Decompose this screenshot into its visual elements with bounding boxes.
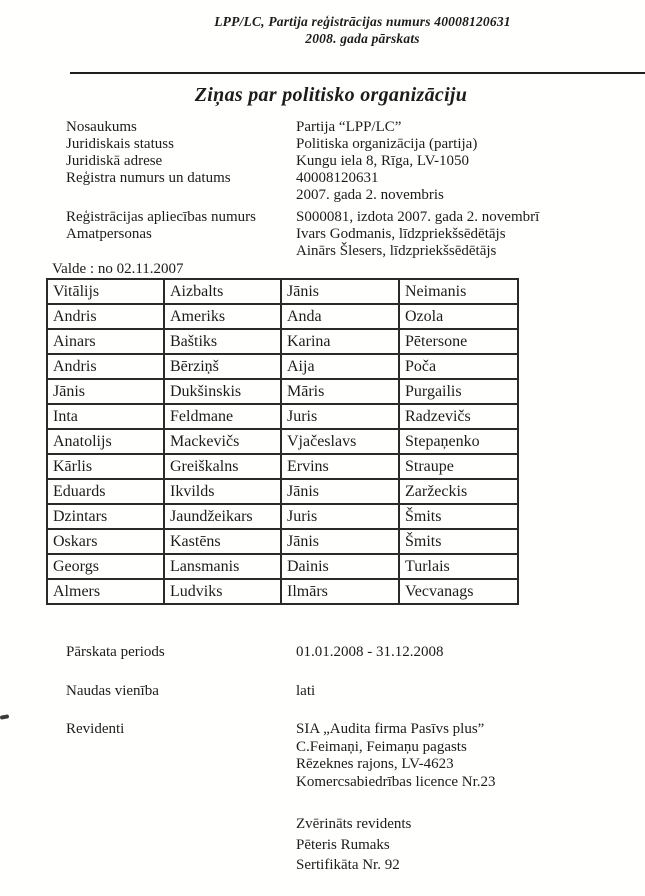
table-cell: Kastēns <box>164 529 281 554</box>
field-value-line: Politiska organizācija (partija) <box>296 136 478 152</box>
header-line-2: 2008. gada pārskats <box>305 31 420 46</box>
table-row <box>47 379 518 404</box>
table-cell: Ozola <box>399 304 518 329</box>
divider-line <box>70 72 645 74</box>
table-cell: Ervins <box>281 454 399 479</box>
field-label: Revidenti <box>66 721 125 737</box>
field-row <box>0 153 645 170</box>
table-cell: Ameriks <box>164 304 281 329</box>
field-value <box>296 119 645 136</box>
field-value-line: Rēzeknes rajons, LV-4623 <box>296 756 454 772</box>
field-value-line: Sertifikāta Nr. 92 <box>296 857 400 873</box>
field-label: Nosaukums <box>66 119 137 135</box>
table-cell: Oskars <box>47 529 164 554</box>
table-cell: Baštiks <box>164 329 281 354</box>
table-row <box>47 454 518 479</box>
field-row <box>0 683 645 701</box>
table-cell: Inta <box>47 404 164 429</box>
table-cell: Jānis <box>281 479 399 504</box>
table-cell: Ikvilds <box>164 479 281 504</box>
field-label: Amatpersonas <box>66 226 152 242</box>
field-label <box>66 814 296 876</box>
table-cell: Anda <box>281 304 399 329</box>
table-row <box>47 279 518 304</box>
field-row <box>0 170 645 204</box>
table-cell: Jānis <box>47 379 164 404</box>
table-cell: Greiškalns <box>164 454 281 479</box>
table-row <box>47 529 518 554</box>
table-row <box>47 554 518 579</box>
field-value-line: 40008120631 <box>296 170 379 186</box>
field-value-line: Pēteris Rumaks <box>296 836 390 853</box>
field-label: Pārskata periods <box>66 644 165 660</box>
table-cell: Zaržeckis <box>399 479 518 504</box>
table-cell: Karina <box>281 329 399 354</box>
table-cell: Neimanis <box>399 279 518 304</box>
footer-section <box>0 644 645 876</box>
field-label: Reģistra numurs un datums <box>66 170 231 186</box>
field-row <box>0 721 645 791</box>
table-row <box>47 354 518 379</box>
field-value-line: S000081, izdota 2007. gada 2. novembrī <box>296 209 540 225</box>
table-cell: Ludviks <box>164 579 281 604</box>
field-value <box>296 153 645 170</box>
table-cell: Kārlis <box>47 454 164 479</box>
field-value-line: Partija “LPP/LC” <box>296 119 402 135</box>
table-cell: Mackevičs <box>164 429 281 454</box>
field-row <box>0 644 645 662</box>
field-label: Reģistrācijas apliecības numurs <box>66 209 256 225</box>
field-value-line: 2007. gada 2. novembris <box>296 187 444 203</box>
field-value <box>296 721 645 791</box>
field-value-line: 01.01.2008 - 31.12.2008 <box>296 644 444 660</box>
table-row <box>47 479 518 504</box>
table-row <box>47 504 518 529</box>
table-cell: Almers <box>47 579 164 604</box>
field-row <box>0 119 645 136</box>
table-cell: Juris <box>281 404 399 429</box>
board-table <box>46 278 519 605</box>
table-cell: Pētersone <box>399 329 518 354</box>
field-value-line: SIA „Audita firma Pasīvs plus” <box>296 721 485 737</box>
table-cell: Andris <box>47 354 164 379</box>
table-cell: Andris <box>47 304 164 329</box>
table-cell: Vitālijs <box>47 279 164 304</box>
header-line-1: LPP/LC, Partija reģistrācijas numurs 40008120631 <box>214 14 511 29</box>
table-cell: Juris <box>281 504 399 529</box>
field-value-line: lati <box>296 682 316 699</box>
field-value-line: C.Feimaņi, Feimaņu pagasts <box>296 738 467 755</box>
table-cell: Dzintars <box>47 504 164 529</box>
field-row <box>0 814 645 876</box>
table-cell: Māris <box>281 379 399 404</box>
board-caption: Valde : no 02.11.2007 <box>52 261 184 277</box>
table-cell: Georgs <box>47 554 164 579</box>
table-row <box>47 579 518 604</box>
field-value-line: Ainārs Šlesers, līdzpriekšsēdētājs <box>296 243 497 259</box>
field-row <box>0 209 645 226</box>
table-cell: Aizbalts <box>164 279 281 304</box>
table-cell: Anatolijs <box>47 429 164 454</box>
field-value-line: Komercsabiedrības licence Nr.23 <box>296 773 496 790</box>
table-cell: Radzevičs <box>399 404 518 429</box>
table-cell: Purgailis <box>399 379 518 404</box>
page-title: Ziņas par politisko organizāciju <box>194 84 468 106</box>
table-cell: Dukšinskis <box>164 379 281 404</box>
field-value <box>296 644 645 662</box>
field-row <box>0 136 645 153</box>
table-cell: Ainars <box>47 329 164 354</box>
table-cell: Bērziņš <box>164 354 281 379</box>
field-label: Naudas vienība <box>66 682 159 699</box>
table-cell: Poča <box>399 354 518 379</box>
table-cell: Stepaņenko <box>399 429 518 454</box>
table-cell: Lansmanis <box>164 554 281 579</box>
field-label: Juridiskā adrese <box>66 153 163 169</box>
document-header <box>80 13 645 47</box>
table-cell: Dainis <box>281 554 399 579</box>
table-cell: Šmits <box>399 504 518 529</box>
table-cell: Feldmane <box>164 404 281 429</box>
table-cell: Jaundžeikars <box>164 504 281 529</box>
field-value-line: Zvērināts revidents <box>296 816 412 832</box>
table-cell: Turlais <box>399 554 518 579</box>
field-value <box>296 226 645 260</box>
info-section <box>0 119 645 260</box>
field-label: Juridiskais statuss <box>66 136 174 152</box>
field-value-line: Ivars Godmanis, līdzpriekšsēdētājs <box>296 226 506 242</box>
table-row <box>47 429 518 454</box>
table-cell: Jānis <box>281 279 399 304</box>
field-value <box>296 209 645 226</box>
table-cell: Ilmārs <box>281 579 399 604</box>
table-row <box>47 304 518 329</box>
table-cell: Jānis <box>281 529 399 554</box>
field-value <box>296 136 645 153</box>
table-row <box>47 404 518 429</box>
table-row <box>47 329 518 354</box>
field-row <box>0 226 645 260</box>
field-value <box>296 814 645 876</box>
table-cell: Šmits <box>399 529 518 554</box>
table-cell: Eduards <box>47 479 164 504</box>
table-cell: Aija <box>281 354 399 379</box>
field-value-line: Kungu iela 8, Rīga, LV-1050 <box>296 153 470 169</box>
table-cell: Vjačeslavs <box>281 429 399 454</box>
field-value <box>296 683 645 701</box>
table-cell: Vecvanags <box>399 579 518 604</box>
table-cell: Straupe <box>399 454 518 479</box>
field-value <box>296 170 645 204</box>
